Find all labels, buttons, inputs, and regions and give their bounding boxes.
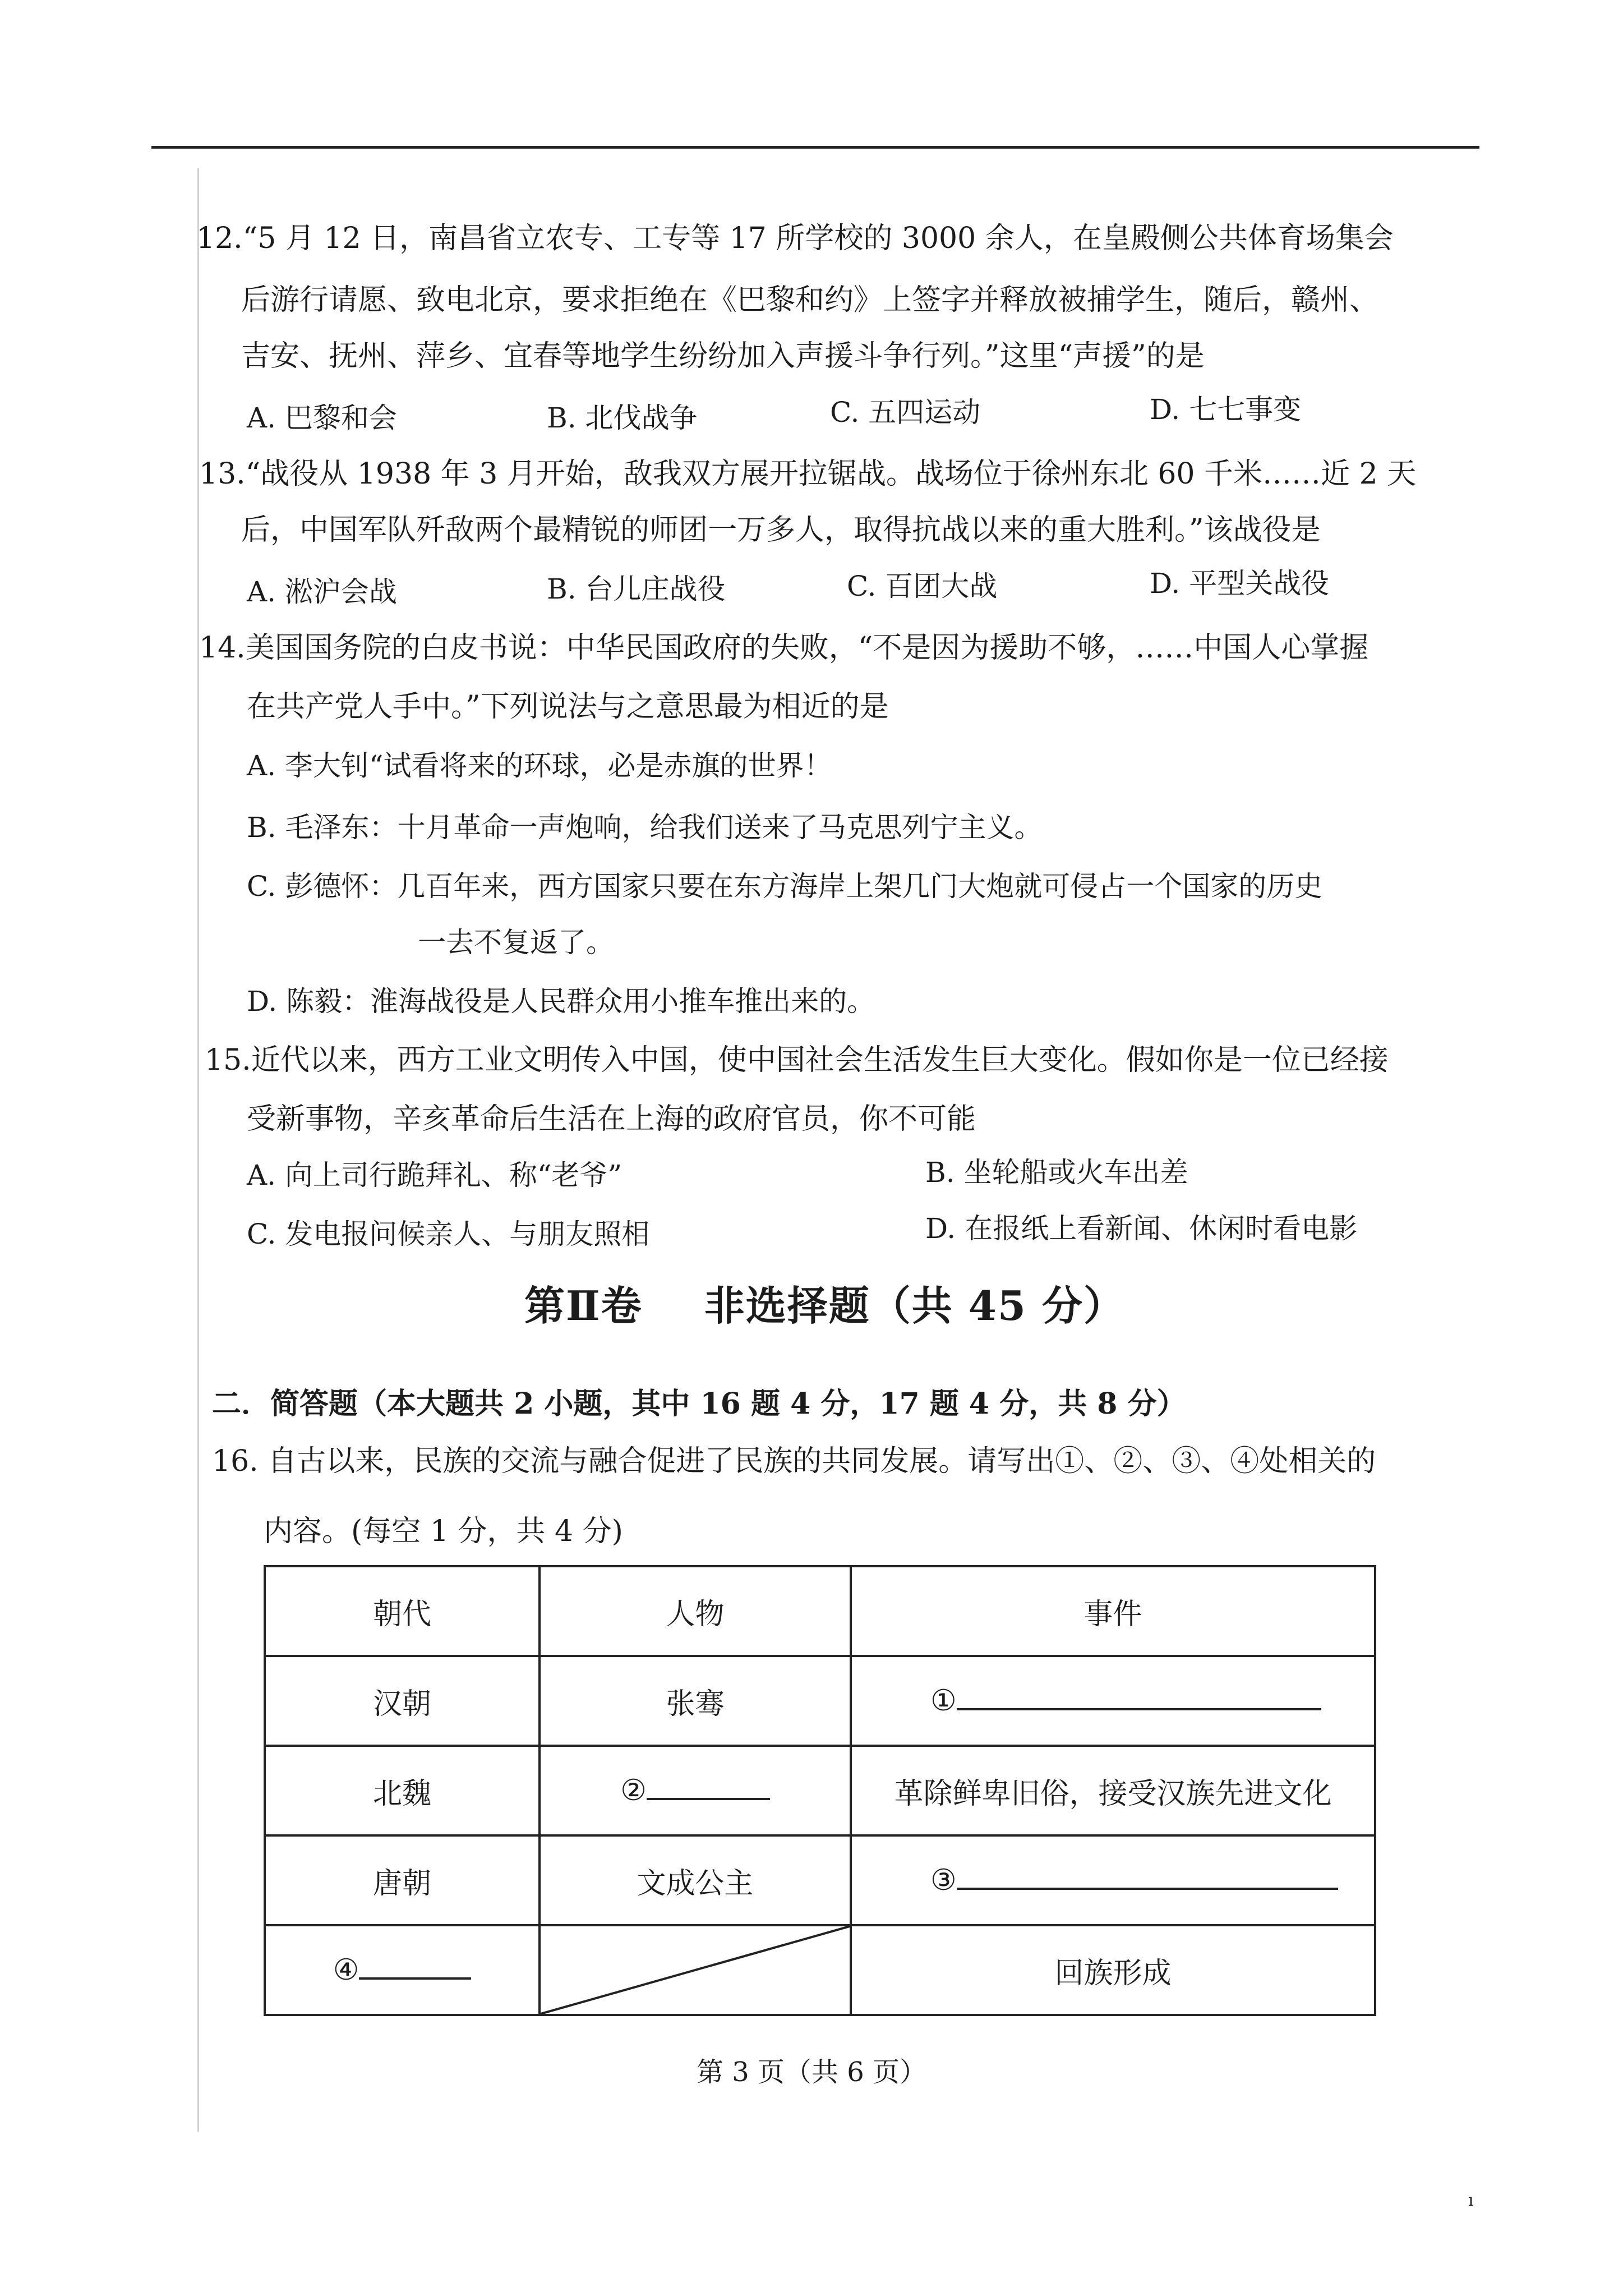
q15-line-1: 15.近代以来，西方工业文明传入中国，使中国社会生活发生巨大变化。假如你是一位已经接 bbox=[205, 1043, 1389, 1077]
q16-line-2: 内容。(每空 1 分，共 4 分) bbox=[264, 1515, 623, 1548]
cell-person: 张骞 bbox=[540, 1656, 851, 1746]
cell-dynasty: 汉朝 bbox=[265, 1656, 540, 1746]
table-row bbox=[265, 1835, 1375, 1925]
dynasty-table bbox=[264, 1565, 1376, 2016]
part-heading: 二．简答题（本大题共 2 小题，其中 16 题 4 分，17 题 4 分，共 8 分） bbox=[212, 1387, 1186, 1421]
header-rule bbox=[151, 146, 1479, 149]
section-title-part: 第Ⅱ卷 bbox=[524, 1282, 643, 1329]
table-row bbox=[265, 1656, 1375, 1746]
header-dynasty: 朝代 bbox=[265, 1566, 540, 1656]
q14-option-c-line-1: C. 彭德怀：几百年来，西方国家只要在东方海岸上架几门大炮就可侵占一个国家的历史 bbox=[247, 870, 1323, 903]
q13-line-2: 后，中国军队歼敌两个最精锐的师团一万多人，取得抗战以来的重大胜利。”该战役是 bbox=[241, 513, 1321, 547]
q12-line-2: 后游行请愿、致电北京，要求拒绝在《巴黎和约》上签字并释放被捕学生，随后，赣州、 bbox=[241, 283, 1379, 317]
cell-event bbox=[851, 1835, 1375, 1925]
cell-person: 文成公主 bbox=[540, 1835, 851, 1925]
q15-option-c: C. 发电报问候亲人、与朋友照相 bbox=[247, 1218, 650, 1250]
q12-option-d: D. 七七事变 bbox=[1150, 393, 1302, 426]
page-footer: 第 3 页（共 6 页） bbox=[696, 2056, 927, 2088]
q12-line-3: 吉安、抚州、萍乡、宜春等地学生纷纷加入声援斗争行列。”这里“声援”的是 bbox=[241, 339, 1205, 373]
cell-dynasty: 唐朝 bbox=[265, 1835, 540, 1925]
q14-option-b: B. 毛泽东：十月革命一声炮响，给我们送来了马克思列宁主义。 bbox=[247, 811, 1043, 844]
q16-line-1: 16. 自古以来，民族的交流与融合促进了民族的共同发展。请写出①、②、③、④处相关的 bbox=[212, 1444, 1376, 1478]
q15-option-a: A. 向上司行跪拜礼、称“老爷” bbox=[247, 1159, 623, 1191]
q15-line-2: 受新事物，辛亥革命后生活在上海的政府官员，你不可能 bbox=[247, 1102, 976, 1136]
q13-option-d: D. 平型关战役 bbox=[1150, 567, 1330, 600]
cell-event bbox=[851, 1656, 1375, 1746]
section-title-subject: 非选择题（共 45 分） bbox=[704, 1282, 1126, 1329]
answer-blank bbox=[957, 1865, 1338, 1890]
answer-blank bbox=[957, 1686, 1321, 1710]
q14-line-1: 14.美国国务院的白皮书说：中华民国政府的失败，“不是因为援助不够，……中国人心掌握 bbox=[199, 631, 1369, 665]
q15-option-d: D. 在报纸上看新闻、休闲时看电影 bbox=[925, 1212, 1358, 1245]
q14-line-2: 在共产党人手中。”下列说法与之意思最为相近的是 bbox=[247, 690, 889, 724]
q15-option-b: B. 坐轮船或火车出差 bbox=[925, 1156, 1188, 1189]
answer-blank bbox=[647, 1775, 770, 1800]
q13-line-1: 13.“战役从 1938 年 3 月开始，敌我双方展开拉锯战。战场位于徐州东北 60 千米……近 2 天 bbox=[199, 457, 1417, 491]
cell-event: 回族形成 bbox=[851, 1925, 1375, 2015]
table-row bbox=[265, 1925, 1375, 2015]
header-event: 事件 bbox=[851, 1566, 1375, 1656]
section-title bbox=[524, 1273, 1125, 1332]
cell-dynasty bbox=[265, 1925, 540, 2015]
q13-option-c: C. 百团大战 bbox=[847, 570, 998, 602]
blank-number: ③ bbox=[930, 1864, 957, 1897]
q12-line-1: 12.“5 月 12 日，南昌省立农专、工专等 17 所学校的 3000 余人，在皇殿侧公共体育场集会 bbox=[196, 222, 1394, 255]
table-row bbox=[265, 1746, 1375, 1835]
cell-person-crossed bbox=[540, 1925, 851, 2015]
q12-option-b: B. 北伐战争 bbox=[547, 402, 698, 434]
q13-option-b: B. 台儿庄战役 bbox=[547, 573, 726, 605]
cell-person bbox=[540, 1746, 851, 1835]
answer-blank bbox=[359, 1955, 471, 1980]
q12-option-a: A. 巴黎和会 bbox=[247, 402, 397, 434]
q14-option-c-line-2: 一去不复返了。 bbox=[418, 926, 614, 959]
diagonal-slash bbox=[541, 1926, 850, 2014]
q14-option-d: D. 陈毅：淮海战役是人民群众用小推车推出来的。 bbox=[247, 985, 875, 1018]
q12-option-c: C. 五四运动 bbox=[830, 396, 981, 429]
q14-option-a: A. 李大钊“试看将来的环球，必是赤旗的世界！ bbox=[247, 749, 832, 782]
blank-number: ② bbox=[620, 1774, 647, 1807]
q13-option-a: A. 淞沪会战 bbox=[247, 576, 397, 608]
header-person: 人物 bbox=[540, 1566, 851, 1656]
blank-number: ④ bbox=[333, 1953, 359, 1987]
table-header-row bbox=[265, 1566, 1375, 1656]
cell-event: 革除鲜卑旧俗，接受汉族先进文化 bbox=[851, 1746, 1375, 1835]
blank-number: ① bbox=[930, 1684, 957, 1718]
corner-mark: ı bbox=[1468, 2191, 1474, 2210]
cell-dynasty: 北魏 bbox=[265, 1746, 540, 1835]
